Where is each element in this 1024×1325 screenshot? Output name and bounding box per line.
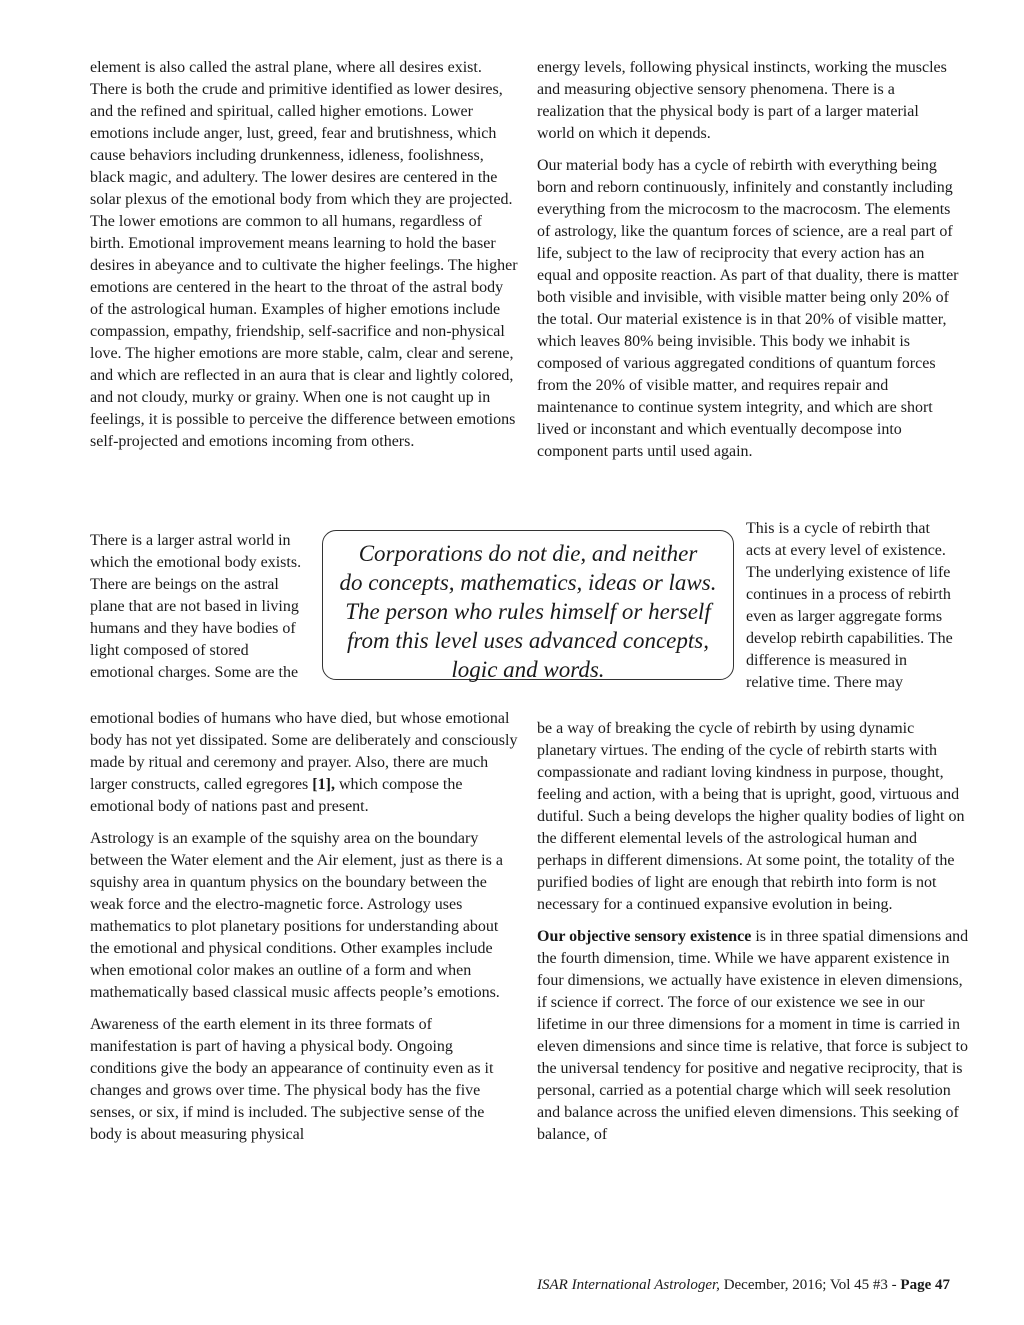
left-paragraph-1: element is also called the astral plane, where all desires exist. There is both the crude and primitive identified as lower desires, and the refined and spiritual, called higher emotions. Lower emotions include anger, lust, greed, fear and brutishness, which cause behaviors including drunkenness, idleness, foolishness, black magic, and adultery. The lower desires are centered in the solar plexus of the emotional body from which they are projected. The lower emotions are common to all humans, regardless of birth. Emotional improvement means learning to hold the baser desires in abeyance and to cultivate the higher feelings. The higher emotions are centered in the heart to the throat of the astral body of the astrological human. Examples of higher emotions include compassion, empathy, friendship, self-sacrifice and non-physical love. The higher emotions are more stable, calm, clear and serene, and which are reflected in an aura that is clear and lightly colored, and not cloudy, murky or grainy. When one is not caught up in feelings, it is possible to perceive the difference between emotions self-projected and emotions incoming from others. [90,59,518,450]
page-footer [537,1277,950,1294]
right-column [537,57,959,473]
section-lead-in: Our objective sensory existence [537,928,752,945]
right-paragraph-3-start: This is a cycle of rebirth that acts at every level of existence. The underlying existence of life continues in a process of rebirth even as larger aggregate forms develop rebirth capabilities. The difference is measured in relative time. There may [746,520,953,691]
issue-info: December, 2016; Vol 45 #3 - [719,1277,901,1293]
page-number: Page 47 [900,1277,950,1293]
right-paragraph-4: Our objective sensory existence is in three spatial dimensions and the fourth dimension, time. While we have apparent existence in four dimensions, we actually have existence in eleven dimensions, if science if correct. The force of our existence we see in our lifetime in our three dimensions for a moment in time is carried in eleven dimensions and since time is relative, that force is subject to the universal tendency for positive and negative reciprocity, that is personal, carried as a potential charge which will seek resolution and balance across the unified eleven dimensions. This seeking of balance, of [537,928,969,1143]
right-paragraph-2: Our material body has a cycle of rebirth with everything being born and reborn continuously, infinitely and constantly including everything from the microcosm to the macrocosm. The elements of astrology, like the quantum forces of science, are a real part of life, subject to the law of reciprocity that every action has an equal and opposite reaction. As part of that duality, there is matter both visible and invisible, with visible matter being only 20% of the total. Our material existence is in that 20% of visible matter, which leaves 80% being invisible. This body we inhabit is composed of various aggregated conditions of quantum forces from the 20% of visible matter, and requires repair and maintenance to continue system integrity, and which are short lived or inconstant and which eventually decompose into component parts until used again. [537,157,959,460]
left-paragraph-2-wrapped [90,530,306,684]
citation-reference: [1], [312,776,335,793]
right-paragraph-3-wrapped [746,518,958,694]
left-paragraph-2-start: There is a larger astral world in which the emotional body exists. There are beings on the astral plane that are not based in living humans and they have bodies of light composed of stored emotional charges. Some are the [90,532,302,681]
left-paragraph-3: Astrology is an example of the squishy area on the boundary between the Water element and the Air element, just as there is a squishy area in quantum physics on the boundary between the weak force and the electro-magnetic force. Astrology uses mathematics to plot planetary positions for understanding about the emotional and physical conditions. Other examples include when emotional color makes an outline of a form and when mathematically based classical music affects people’s emotions. [90,830,503,1001]
pull-quote-line-1: Corporations do not die, and neither [358,541,698,566]
pull-quote-line-4: from this level uses advanced concepts, [347,628,709,653]
pull-quote-line-3: The person who rules himself or herself [345,599,711,624]
left-paragraph-4: Awareness of the earth element in its three formats of manifestation is part of having a physical body. Ongoing conditions give the body an appearance of continuity even as it changes and grows over time. The physical body has the five senses, or six, if mind is included. The subjective sense of the body is about measuring physical [90,1016,494,1143]
left-column-continued [90,708,518,1146]
left-column [90,57,518,463]
left-paragraph-2-rest: emotional bodies of humans who have died, but whose emotional body has not yet dissipated. Some are deliberately and consciously made by ritual and ceremony and prayer. Also, there are much larger constructs, called egregores [1], which compose the emotional body of nations past and present. [90,710,518,815]
right-paragraph-1: energy levels, following physical instincts, working the muscles and measuring objective sensory phenomena. There is a realization that the physical body is part of a larger material world on which it depends. [537,59,947,142]
pull-quote-line-2: do concepts, mathematics, ideas or laws. [339,570,717,595]
pull-quote-line-5: logic and words. [451,657,605,682]
right-column-continued [537,718,969,1146]
pull-quote-box [322,530,734,680]
right-paragraph-3-rest: be a way of breaking the cycle of rebirth by using dynamic planetary virtues. The ending of the cycle of rebirth starts with compassionate and radiant loving kindness in purpose, thought, feeling and action, with a being that is upright, good, virtuous and dutiful. Such a being develops the higher quality bodies of light on the different elemental levels of the astrological human and perhaps in different dimensions. At some point, the totality of the purified bodies of light are enough that rebirth into form is not necessary for a continued expansive evolution in being. [537,720,965,913]
publication-title: ISAR International Astrologer, [537,1277,720,1293]
